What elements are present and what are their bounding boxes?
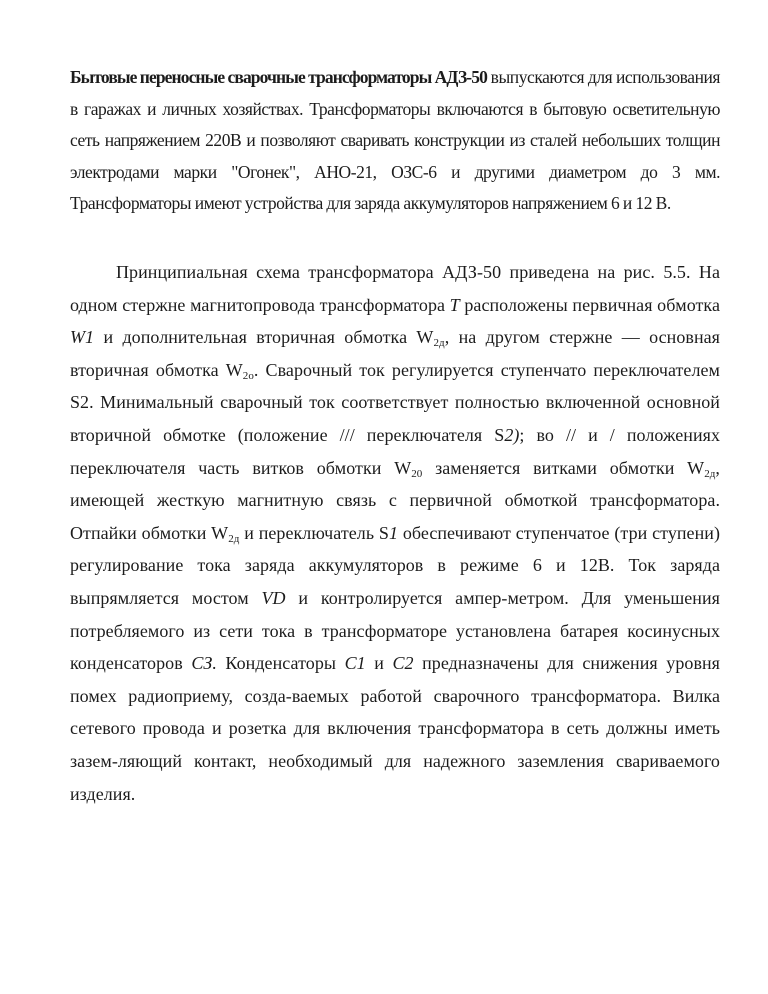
subscript: 20 [411,467,423,480]
text-run: Конденсаторы [216,653,345,674]
text-run: предназначены для снижения уровня помех радиоприему, созда-ваемых работой сварочного трансформатора. Вилка сетевого провода и розетка для включения трансформатора в сеть должны иметь зазем-ляющий контакт, необходимый для надежного заземления свариваемого изделия. [70,653,720,804]
paragraph-intro-text: выпускаются для использования в гаражах и личных хозяйствах. Трансформаторы включаются в бытовую осветительную сеть напряжением 220В и позволяют сваривать конструкции из сталей небольших толщин электродами марки "Огонек", АНО-21, ОЗС-6 и другими диаметром до 3 мм. Трансформаторы имеют устройства для заряда аккумуляторов напряжением 6 и 12 В. [70,67,720,214]
subscript: 2о [242,369,254,382]
text-run: и контролируется ампер-метром. Для уменьшения потребляемого из сети тока в трансформаторе установлена батарея косинусных конденсаторов [70,587,720,674]
text-run: расположены первичная обмотка [459,294,720,315]
italic-run: СЗ. [191,653,217,674]
paragraph-intro-lead: Бытовые переносные сварочные трансформаторы АДЗ-50 [70,67,487,87]
text-run: , на другом стержне — основная вторичная обмотка W [70,327,721,380]
text-run: заменяется витками обмотки W [422,457,705,478]
italic-run: Т [449,294,460,315]
italic-run: С2 [392,653,414,674]
italic-run: С1 [344,653,366,674]
text-run: обеспечивают ступенчатое (три ступени) регулирование тока заряда аккумуляторов в режиме 6 и 12В. Ток заряда выпрямляется мостом [70,522,720,608]
italic-run: 1 [388,522,399,543]
subscript: 2д [228,532,240,545]
paragraph-intro [70,62,720,220]
paragraph-schematic-description [70,256,720,810]
subscript: 2д [704,467,716,480]
italic-run: VD [261,587,286,608]
text-run: . Сварочный ток регулируется ступенчато переключателем S2. Минимальный сварочный ток соответствует полностью включенной основной вторичной обмотке (положение /// переключателя S [70,359,720,445]
text-run: ; во // и / положениях переключателя часть витков обмотки W [70,424,721,478]
text-run: Принципиальная схема трансформатора АДЗ-50 приведена на рис. 5.5. На одном стержне магнитопровода трансформатора [70,262,720,315]
text-run: и [365,653,393,674]
subscript: 2д [433,337,445,350]
text-run: и переключатель S [239,522,389,543]
italic-run: 2) [504,424,520,445]
text-run: , имеющей жесткую магнитную связь с первичной обмоткой трансформатора. Отпайки обмотки W [70,457,720,543]
text-run: и дополнительная вторичная обмотка W [94,327,434,348]
italic-run: W1 [70,327,95,348]
